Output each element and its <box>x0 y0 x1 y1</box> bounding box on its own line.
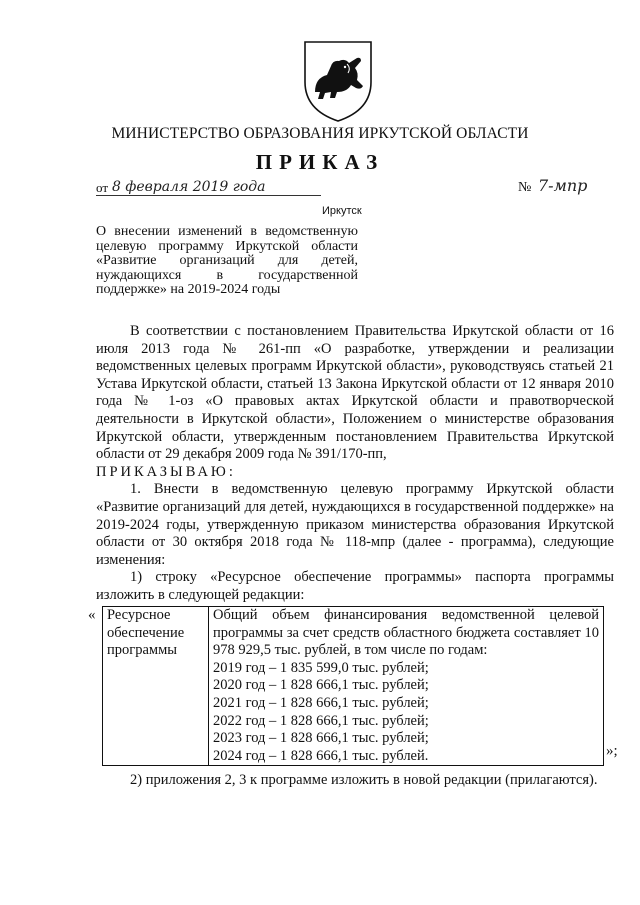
table-value-cell <box>209 607 604 766</box>
order-word: ПРИКАЗЫВАЮ: <box>96 463 236 480</box>
funding-year-line: 2021 год – 1 828 666,1 тыс. рублей; <box>213 694 429 711</box>
preamble-paragraph: В соответствии с постановлением Правительства Иркутской области от 16 июля 2013 года № 261-пп «О разработке, утверждении и реализации ведомственных целевых программ Иркутской области», руководствуясь статьей 21 Устава Иркутской области, статьей 13 Закона Иркутской области от 12 января 2010 года № 1-оз «О правовых актах Иркутской области и правотворческой деятельности в Иркутской области», Положением о министерстве образования Иркутской области, утвержденным постановлением Правительства Иркутской области от 29 декабря 2009 года № 391/170-пп, <box>96 323 614 463</box>
item-1-1-paragraph: 1) строку «Ресурсное обеспечение программы» паспорта программы изложить в следующей редакции: <box>96 569 614 603</box>
funding-year-line: 2020 год – 1 828 666,1 тыс. рублей; <box>213 677 429 694</box>
irkutsk-coat-of-arms-icon <box>301 38 375 124</box>
item-1-2-paragraph: 2) приложения 2, 3 к программе изложить в новой редакции (прилагаются). <box>130 772 598 788</box>
order-subject: О внесении изменений в ведомственную целевую программу Иркутской области «Развитие организаций для детей, нуждающихся в государственной поддержке» на 2019-2024 годы <box>96 224 358 297</box>
funding-year-line: 2019 год – 1 835 599,0 тыс. рублей; <box>213 659 429 676</box>
order-body-continued <box>96 772 614 790</box>
funding-year-line: 2024 год – 1 828 666,1 тыс. рублей. <box>213 747 429 764</box>
resource-table-block <box>88 606 626 766</box>
date-underline <box>96 195 321 196</box>
resource-table <box>102 606 604 766</box>
funding-year-line: 2022 год – 1 828 666,1 тыс. рублей; <box>213 712 429 729</box>
city: Иркутск <box>322 205 362 217</box>
opening-quote: « <box>88 607 96 623</box>
funding-year-line: 2023 год – 1 828 666,1 тыс. рублей; <box>213 730 429 747</box>
ministry-name: МИНИСТЕРСТВО ОБРАЗОВАНИЯ ИРКУТСКОЙ ОБЛАСТИ <box>111 125 529 142</box>
order-body <box>96 323 614 605</box>
date-prefix: от <box>96 180 109 195</box>
funding-total-text: Общий объем финансирования ведомственной целевой программы за счет средств областного бюджета составляет 10 978 929,5 тыс. рублей, в том числе по годам: <box>213 607 599 659</box>
item-1-paragraph: 1. Внести в ведомственную целевую программу Иркутской области «Развитие организаций для детей, нуждающихся в государственной поддержке» на 2019-2024 годы, утвержденную приказом министерства образования Иркутской области от 30 октября 2018 года № 118-мпр (далее - программа), следующие изменения: <box>96 481 614 568</box>
table-row <box>103 607 604 766</box>
handwritten-number: 7-мпр <box>538 176 588 195</box>
order-date <box>96 180 321 202</box>
closing-quote: »; <box>606 743 618 759</box>
table-label-cell: Ресурсное обеспечение программы <box>103 607 209 766</box>
order-title: ПРИКАЗ <box>255 150 385 174</box>
handwritten-date: 8 февраля 2019 года <box>112 179 266 195</box>
number-sign: № <box>518 180 532 195</box>
order-number <box>518 178 598 200</box>
